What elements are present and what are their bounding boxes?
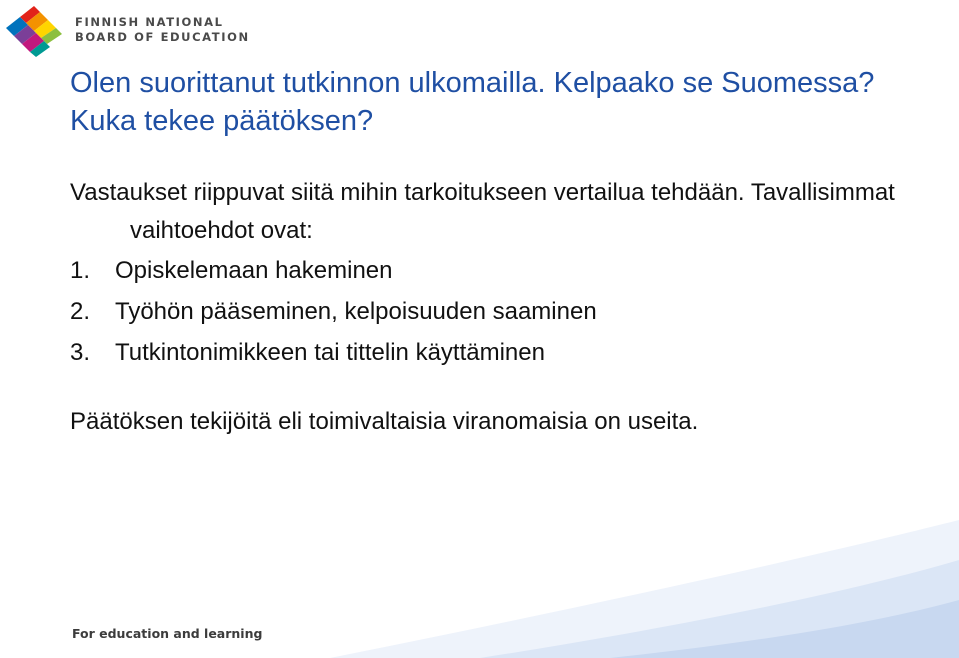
list-item-text: Opiskelemaan hakeminen xyxy=(115,257,393,284)
intro-text: Vastaukset riippuvat siitä mihin tarkoitukseen vertailua tehdään. Tavallisimmat vaihtoehdot ovat: xyxy=(70,179,895,244)
org-name-line1: FINNISH NATIONAL xyxy=(75,15,224,29)
list-item-number: 3. xyxy=(70,339,91,366)
list-item-text: Tutkintonimikkeen tai tittelin käyttäminen xyxy=(115,339,545,366)
list-item-number: 2. xyxy=(70,298,91,325)
list-item-number: 1. xyxy=(70,257,91,284)
org-name-line2: BOARD OF EDUCATION xyxy=(75,30,250,44)
list-item-text: Työhön pääseminen, kelpoisuuden saaminen xyxy=(115,298,597,325)
footer-tagline: For education and learning xyxy=(72,626,263,641)
conclusion-text: Päätöksen tekijöitä eli toimivaltaisia viranomaisia on useita. xyxy=(70,408,699,435)
slide-title: Olen suorittanut tutkinnon ulkomailla. Kelpaako se Suomessa? Kuka tekee päätöksen? xyxy=(70,67,875,137)
